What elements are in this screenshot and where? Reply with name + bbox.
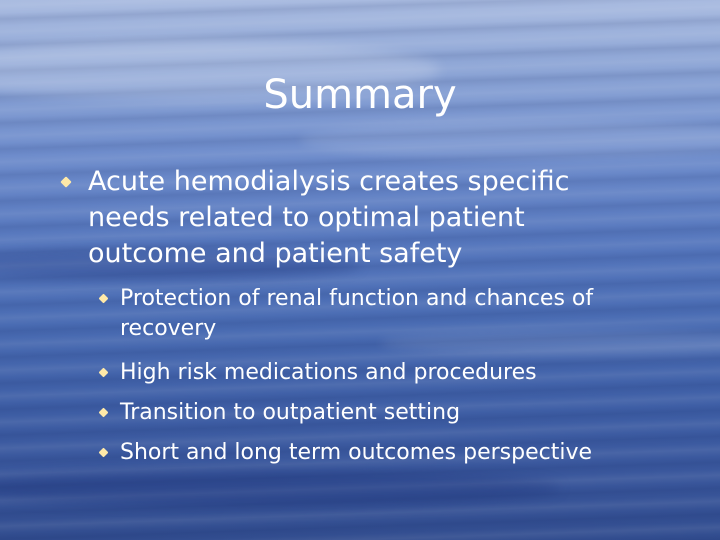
diamond-bullet-icon: [99, 448, 109, 458]
slide-title: Summary: [263, 72, 457, 118]
sub-bullet-text: High risk medications and procedures: [120, 360, 537, 385]
sub-bullet-text: Short and long term outcomes perspective: [120, 440, 593, 465]
main-bullet-text: Acute hemodialysis creates specific needs related to optimal patient outcome and patient safety: [88, 166, 570, 269]
sub-bullet-text: Protection of renal function and chances of recovery: [120, 286, 594, 341]
background-streak: [300, 120, 720, 160]
diamond-bullet-icon: [99, 368, 109, 378]
sub-bullet: [120, 358, 680, 388]
diamond-bullet-icon: [99, 408, 109, 418]
sub-bullet: [120, 398, 680, 428]
background-streak: [0, 470, 560, 506]
diamond-bullet-icon: [99, 294, 109, 304]
main-bullet: [88, 164, 648, 272]
sub-bullet: [120, 438, 680, 468]
sub-bullet: [120, 284, 680, 344]
sub-bullet-text: Transition to outpatient setting: [120, 400, 461, 425]
diamond-bullet-icon: [60, 176, 71, 187]
